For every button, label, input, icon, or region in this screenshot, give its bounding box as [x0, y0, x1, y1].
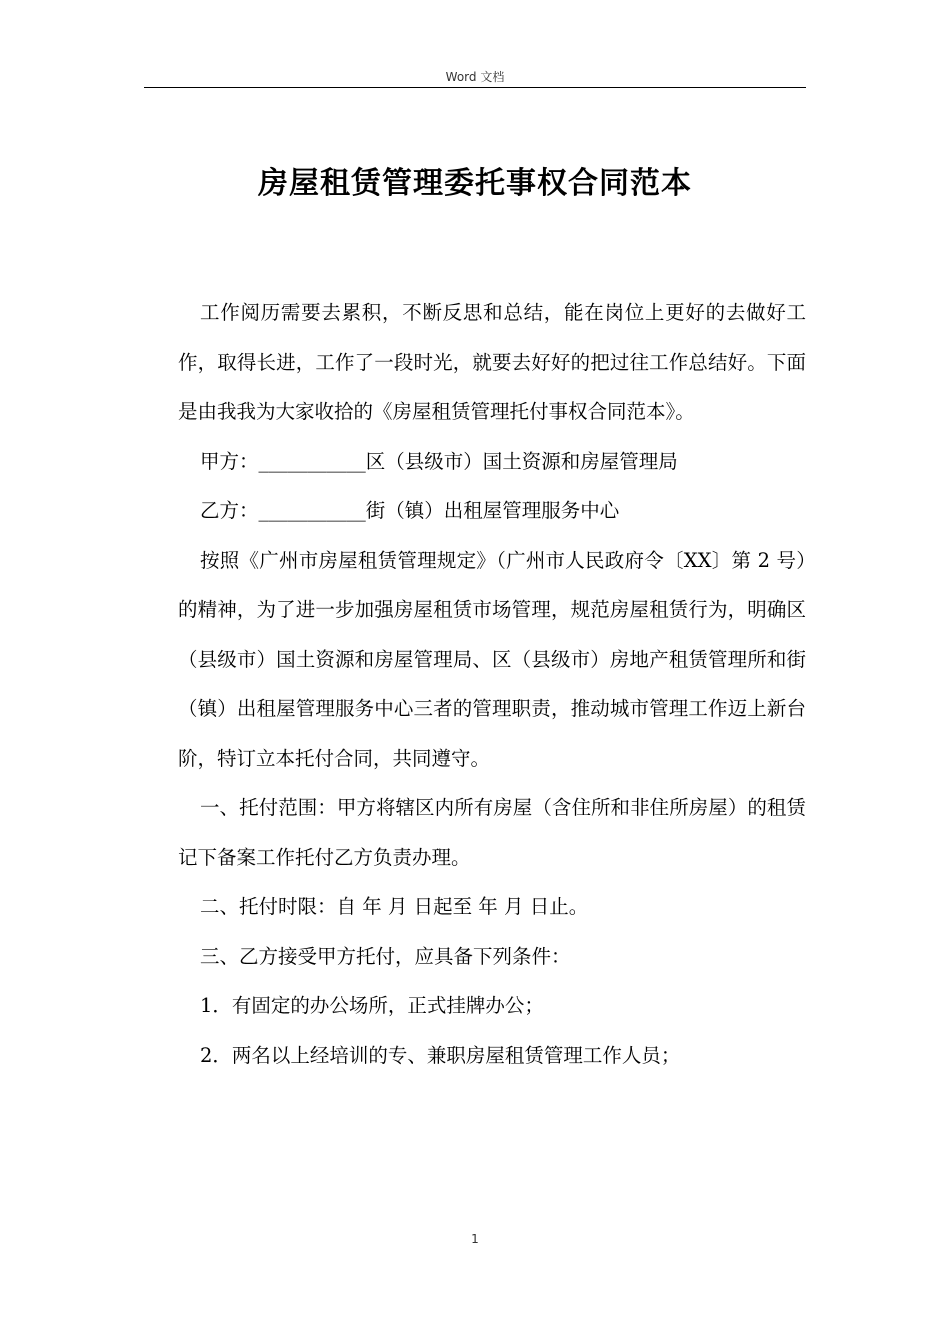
- condition-item-2: 2．两名以上经培训的专、兼职房屋租赁管理工作人员；: [200, 1043, 681, 1067]
- document-body: [178, 288, 806, 1080]
- preamble-paragraph: 按照《广州市房屋租赁管理规定》（广州市人民政府令〔XX〕第 2 号）的精神，为了进一步加强房屋租赁市场管理，规范房屋租赁行为，明确区（县级市）国土资源和房屋管理局、区（县级市）房地产租赁管理所和街（镇）出租屋管理服务中心三者的管理职责，推动城市管理工作迈上新台阶，特订立本托付合同，共同遵守。: [178, 548, 806, 770]
- clause-scope: 一、托付范围：甲方将辖区内所有房屋（含住所和非住所房屋）的租赁记下备案工作托付乙方负责办理。: [178, 796, 806, 869]
- clause-term: 二、托付时限：自 年 月 日起至 年 月 日止。: [200, 895, 589, 918]
- condition-item-1: 1．有固定的办公场所，正式挂牌办公；: [200, 994, 544, 1017]
- party-a-line: 甲方：___________区（县级市）国土资源和房屋管理局: [200, 449, 678, 473]
- page-header-label: Word 文档: [445, 70, 505, 84]
- page-number: 1: [471, 1232, 479, 1246]
- party-b-line: 乙方：___________街（镇）出租屋管理服务中心: [200, 499, 620, 522]
- document-title: 房屋租赁管理委托事权合同范本: [258, 166, 692, 201]
- intro-paragraph: 工作阅历需要去累积，不断反思和总结，能在岗位上更好的去做好工作，取得长进，工作了一段时光，就要去好好的把过往工作总结好。下面是由我我为大家收拾的《房屋租赁管理托付事权合同范本》。: [178, 301, 806, 423]
- header-divider: [144, 87, 806, 88]
- clause-conditions: 三、乙方接受甲方托付，应具备下列条件：: [200, 944, 571, 968]
